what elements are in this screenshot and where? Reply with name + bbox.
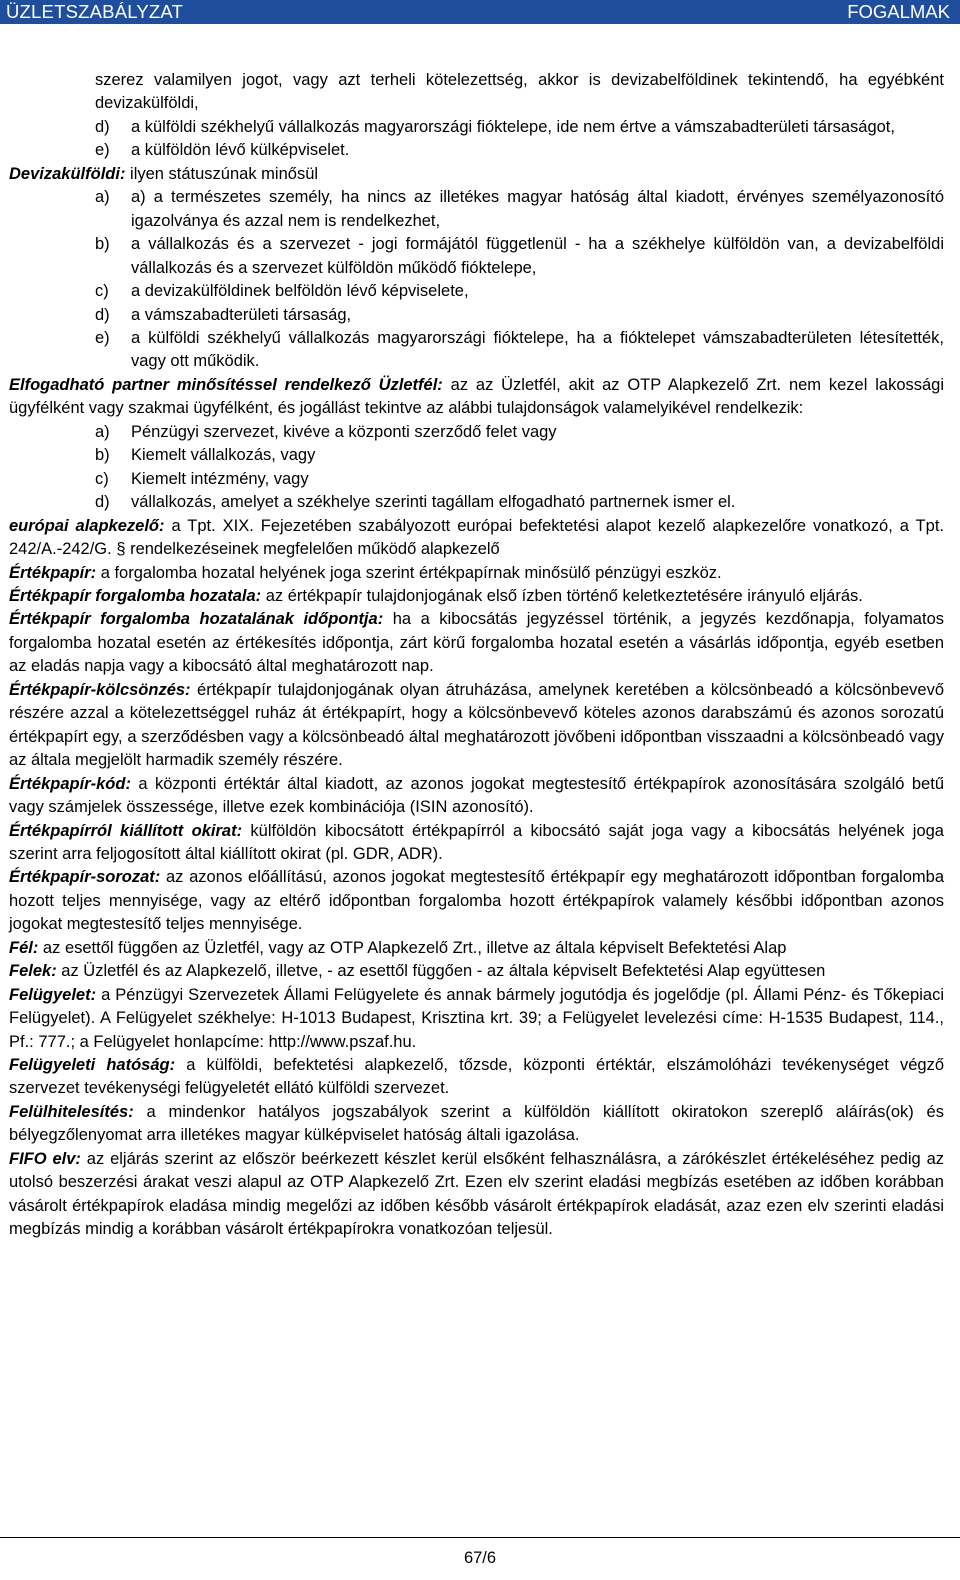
definition-ertekpapir-sorozat — [9, 866, 944, 936]
definition-text: az Üzletfél és az Alapkezelő, illetve, - az esettől függően - az általa képviselt Befektetési Alap együttesen — [56, 962, 826, 981]
definition-text: ha a kibocsátás jegyzéssel történik, a jegyzés kezdőnapja, folyamatos forgalomba hozatal esetén az értékesítés időpontja, zárt körű forgalomba hozatal esetén a vásárlás időpontja, egyéb esetben az eladás napja vagy a kibocsátó által meghatározott nap. — [9, 610, 944, 676]
intro-continuation: szerez valamilyen jogot, vagy azt terheli kötelezettség, akkor is devizabelföldinek tekintendő, ha egyébként devizakülföldi, — [95, 71, 944, 113]
list-item — [9, 280, 944, 303]
definition-term: Értékpapír-sorozat: — [9, 868, 161, 887]
definition-term: Értékpapír-kölcsönzés: — [9, 680, 191, 699]
definition-term: Felek: — [9, 962, 57, 981]
page-number: 67/6 — [463, 1549, 497, 1567]
definition-fel — [9, 937, 944, 960]
definition-devizakulfoldi — [9, 163, 944, 186]
definition-term: Értékpapír-kód: — [9, 774, 131, 793]
definition-text: az azonos előállítású, azonos jogokat megtestesítő értékpapír egy meghatározott időpontban forgalomba hozott teljes mennyisége, vagy az eltérő időpontban forgalomba hozott értékpapírok valamely későbbi időpontban azonos jogokat megtestesítő teljes mennyisége. — [9, 868, 944, 934]
list-marker: c) — [95, 469, 109, 488]
definition-term: Értékpapírról kiállított okirat: — [9, 821, 243, 840]
list-text: a vállalkozás és a szervezet - jogi formájától függetlenül - ha a székhelye külföldön van, a devizabelföldi vállalkozás és a szervezet külföldön működő fióktelepe, — [131, 235, 944, 277]
definition-term: Értékpapír: — [9, 563, 97, 582]
definition-text: az esettől függően az Üzletfél, vagy az OTP Alapkezelő Zrt., illetve az általa képviselt Befektetési Alap — [38, 938, 787, 957]
list-marker: d) — [95, 305, 110, 324]
document-body — [9, 69, 944, 1242]
definition-felugyelet — [9, 984, 944, 1054]
list-item — [9, 139, 944, 162]
list-marker: d) — [95, 493, 110, 512]
definition-term: FIFO elv: — [9, 1149, 81, 1168]
list-text: a) a természetes személy, ha nincs az illetékes magyar hatóság által kiadott, érvényes személyazonosító igazolványa és azzal nem is rendelkezhet, — [131, 188, 944, 230]
definition-elfogadhato-partner — [9, 374, 944, 421]
list-marker: e) — [95, 141, 110, 160]
header-title: ÜZLETSZABÁLYZAT — [6, 1, 184, 22]
definition-ertekpapir — [9, 562, 944, 585]
list-text: Pénzügyi szervezet, kivéve a központi szerződő felet vagy — [131, 422, 557, 441]
list-text: a devizakülföldinek belföldön lévő képviselete, — [131, 282, 469, 301]
list-text: a külföldi székhelyű vállalkozás magyarországi fióktelepe, ide nem értve a vámszabadterületi társaságot, — [131, 117, 895, 136]
definition-text: külföldön kibocsátott értékpapírról a kibocsátó saját joga vagy a kibocsátás helyének joga szerint arra feljogosított által kiállított okirat (pl. GDR, ADR). — [9, 821, 944, 863]
list-text: vállalkozás, amelyet a székhelye szerinti tagállam elfogadható partnernek ismer el. — [131, 493, 736, 512]
definition-ertekpapir-kolcsonzes — [9, 679, 944, 773]
list-text: a vámszabadterületi társaság, — [131, 305, 352, 324]
list-item — [9, 327, 944, 374]
definition-text: a Tpt. XIX. Fejezetében szabályozott európai befektetési alapot kezelő alapkezelőre vonatkozó, a Tpt. 242/A.-242/G. § rendelkezéseinek megfelelően működő alapkezelő — [9, 516, 944, 559]
list-text: Kiemelt vállalkozás, vagy — [131, 446, 316, 465]
definition-europai-alapkezelo — [9, 515, 944, 562]
definition-felek — [9, 960, 944, 983]
definition-text: a Pénzügyi Szervezetek Állami Felügyelete és annak bármely jogutódja és jogelődje (pl. Állami Pénz- és Tőkepiaci Felügyelet). A Felügyelet székhelye: H-1013 Budapest, Krisztina krt. 39; a Felügyelet levelezési címe: H-1535 Budapest, 114., Pf.: 777.; a Felügyelet honlapcíme: http://www.pszaf.hu. — [9, 985, 944, 1051]
list-marker: b) — [95, 235, 110, 254]
definition-text: az eljárás szerint az először beérkezett készlet kerül elsőként felhasználásra, a zárókészlet értékeléséhez pedig az utolsó beszerzési árakat veszi alapul az OTP Alapkezelő Zrt. Ezen elv szerint eladási megbízás esetében az időben korábban vásárolt értékpapírok eladása mindig megelőzi az időben később vásárolt értékpapírok eladását, azaz ezen elv szerinti eladási megbízás mindig a korábban vásárolt értékpapírokra vonatkozóan teljesül. — [9, 1149, 945, 1239]
list-marker: d) — [95, 117, 110, 136]
list-item — [9, 116, 944, 139]
header-section: FOGALMAK — [847, 1, 950, 22]
definition-text: a külföldi, befektetési alapkezelő, tőzsde, központi értéktár, elszámolóházi tevékenységet végző szervezet tevékenységi felügyeletét ellátó külföldi szervezet. — [9, 1056, 944, 1098]
list-item — [9, 444, 944, 467]
definition-text: az értékpapír tulajdonjogának első ízben történő keletkeztetésére irányuló eljárás. — [261, 586, 863, 605]
definition-text: a mindenkor hatályos jogszabályok szerint a külföldön kiállított okiratokon szereplő aláírás(ok) és bélyegzőlenyomat arra illetékes magyar külképviselet hatóság általi igazolása. — [9, 1102, 944, 1145]
list-marker: b) — [95, 446, 110, 465]
list-text: Kiemelt intézmény, vagy — [131, 469, 309, 488]
list-marker: a) — [95, 188, 110, 207]
definition-term: európai alapkezelő: — [9, 516, 165, 535]
definition-text: az az Üzletfél, akit az OTP Alapkezelő Zrt. nem kezel lakossági ügyfélként vagy szakmai ügyfélként, és jogállást tekintve az alábbi tulajdonságok valamelyikével rendelkezik: — [9, 375, 945, 418]
list-marker: c) — [95, 282, 109, 301]
list-text: a külföldön lévő külképviselet. — [131, 141, 350, 160]
list-item — [9, 233, 944, 280]
definition-text: ilyen státuszúnak minősül — [125, 164, 319, 183]
definition-felulhitelesites — [9, 1101, 944, 1148]
definition-ertekpapirrol-kiallitott-okirat — [9, 820, 944, 867]
definition-term: Elfogadható partner minősítéssel rendelkező Üzletfél: — [9, 375, 443, 394]
list-item — [9, 468, 944, 491]
page-header — [0, 0, 960, 24]
definition-text: a központi értéktár által kiadott, az azonos jogokat megtestesítő értékpapírok azonosítására szolgáló betű vagy számjelek összessége, illetve ezek kombinációja (ISIN azonosító). — [9, 774, 944, 817]
definition-text: értékpapír tulajdonjogának olyan átruházása, amelynek keretében a kölcsönbeadó a kölcsönbevevő részére azzal a kötelezettséggel ruház át értékpapírt, hogy a kölcsönbevevő köteles azonos darabszámú és azonos sorozatú értékpapírt egy, a szerződésben vagy a kölcsönbeadó által meghatározott jövőbeni időpontban visszaadni a kölcsönbeadó vagy az általa megjelölt harmadik személy részére. — [9, 680, 944, 770]
list-item — [9, 186, 944, 233]
definition-forgalomba-hozatal — [9, 585, 944, 608]
definition-term: Fél: — [9, 938, 39, 957]
definition-term: Felügyeleti hatóság: — [9, 1056, 176, 1075]
definition-term: Felülhitelesítés: — [9, 1102, 134, 1121]
definition-term: Devizakülföldi: — [9, 164, 126, 183]
definition-term: Értékpapír forgalomba hozatala: — [9, 586, 262, 605]
list-item — [9, 421, 944, 444]
definition-felugyeleti-hatosag — [9, 1054, 944, 1101]
definition-ertekpapir-kod — [9, 773, 944, 820]
list-item — [9, 304, 944, 327]
definition-text: a forgalomba hozatal helyének joga szerint értékpapírnak minősülő pénzügyi eszköz. — [96, 563, 722, 582]
definition-forgalomba-hozatal-idopontja — [9, 608, 944, 678]
list-marker: e) — [95, 328, 110, 347]
footer-divider — [0, 1537, 960, 1538]
definition-term: Felügyelet: — [9, 985, 97, 1004]
definition-fifo-elv — [9, 1148, 944, 1242]
list-marker: a) — [95, 422, 110, 441]
list-text: a külföldi székhelyű vállalkozás magyarországi fióktelepe, ha a fióktelepet vámszabadterületen létesítették, vagy ott működik. — [131, 328, 944, 371]
list-item — [9, 491, 944, 514]
definition-term: Értékpapír forgalomba hozatalának időpontja: — [9, 610, 384, 629]
